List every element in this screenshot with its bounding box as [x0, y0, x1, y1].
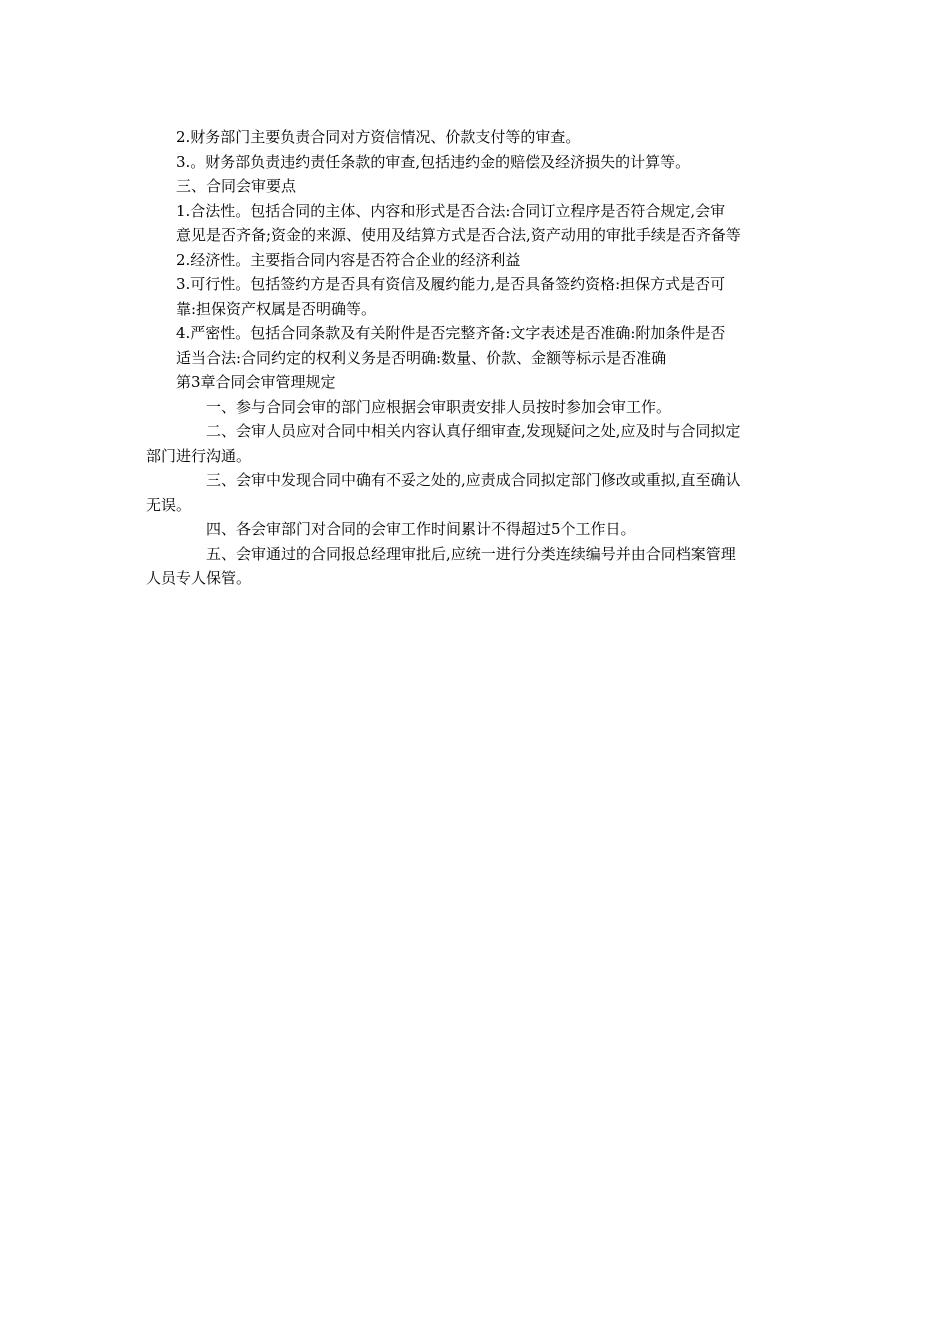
paragraph-finance-breach-review: 3.。财务部负责违约责任条款的审查,包括违约金的赔偿及经济损失的计算等。 — [176, 152, 691, 171]
rule-line: 三、会审中发现合同中确有不妥之处的,应责成合同拟定部门修改或重拟,直至确认 — [206, 471, 741, 489]
document-body — [146, 125, 810, 591]
rule-line: 一、参与合同会审的部门应根据会审职责安排人员按时参加会审工作。 — [206, 397, 672, 416]
rule-line: 人员专人保管。 — [146, 569, 252, 587]
review-point-line: 4.严密性。包括合同条款及有关附件是否完整齐备:文字表述是否准确:附加条件是否 — [176, 324, 726, 342]
rule-line: 二、会审人员应对合同中相关内容认真仔细审查,发现疑问之处,应及时与合同拟定 — [206, 422, 741, 440]
review-point-line: 3.可行性。包括签约方是否具有资信及履约能力,是否具备签约资格:担保方式是否可 — [176, 275, 726, 293]
rule-line: 无误。 — [146, 495, 192, 514]
paragraph-finance-responsibility: 2.财务部门主要负责合同对方资信情况、价款支付等的审查。 — [176, 128, 581, 146]
review-point-line: 意见是否齐备;资金的来源、使用及结算方式是否合法,资产动用的审批手续是否齐备等 — [176, 226, 741, 244]
rule-item-1 — [146, 395, 810, 420]
review-point-legality — [146, 199, 810, 248]
rule-line: 五、会审通过的合同报总经理审批后,应统一进行分类连续编号并由合同档案管理 — [206, 544, 736, 563]
rule-line: 部门进行沟通。 — [146, 446, 252, 465]
review-point-line: 靠:担保资产权属是否明确等。 — [176, 299, 377, 318]
review-point-line: 2.经济性。主要指合同内容是否符合企业的经济利益 — [176, 250, 521, 269]
rule-item-2 — [146, 419, 810, 468]
review-point-economy — [146, 248, 810, 273]
rule-item-4 — [146, 517, 810, 542]
rule-line: 四、各会审部门对合同的会审工作时间累计不得超过5个工作日。 — [206, 520, 636, 538]
rule-item-5 — [146, 542, 810, 591]
chapter-title: 第3章合同会审管理规定 — [176, 373, 336, 391]
section-heading-review-points: 三、合同会审要点 — [176, 177, 297, 195]
review-point-line: 适当合法:合同约定的权利义务是否明确:数量、价款、金额等标示是否准确 — [176, 348, 667, 367]
review-point-rigor — [146, 321, 810, 370]
rule-item-3 — [146, 468, 810, 517]
review-point-feasibility — [146, 272, 810, 321]
review-point-line: 1.合法性。包括合同的主体、内容和形式是否合法:合同订立程序是否符合规定,会审 — [176, 201, 726, 220]
